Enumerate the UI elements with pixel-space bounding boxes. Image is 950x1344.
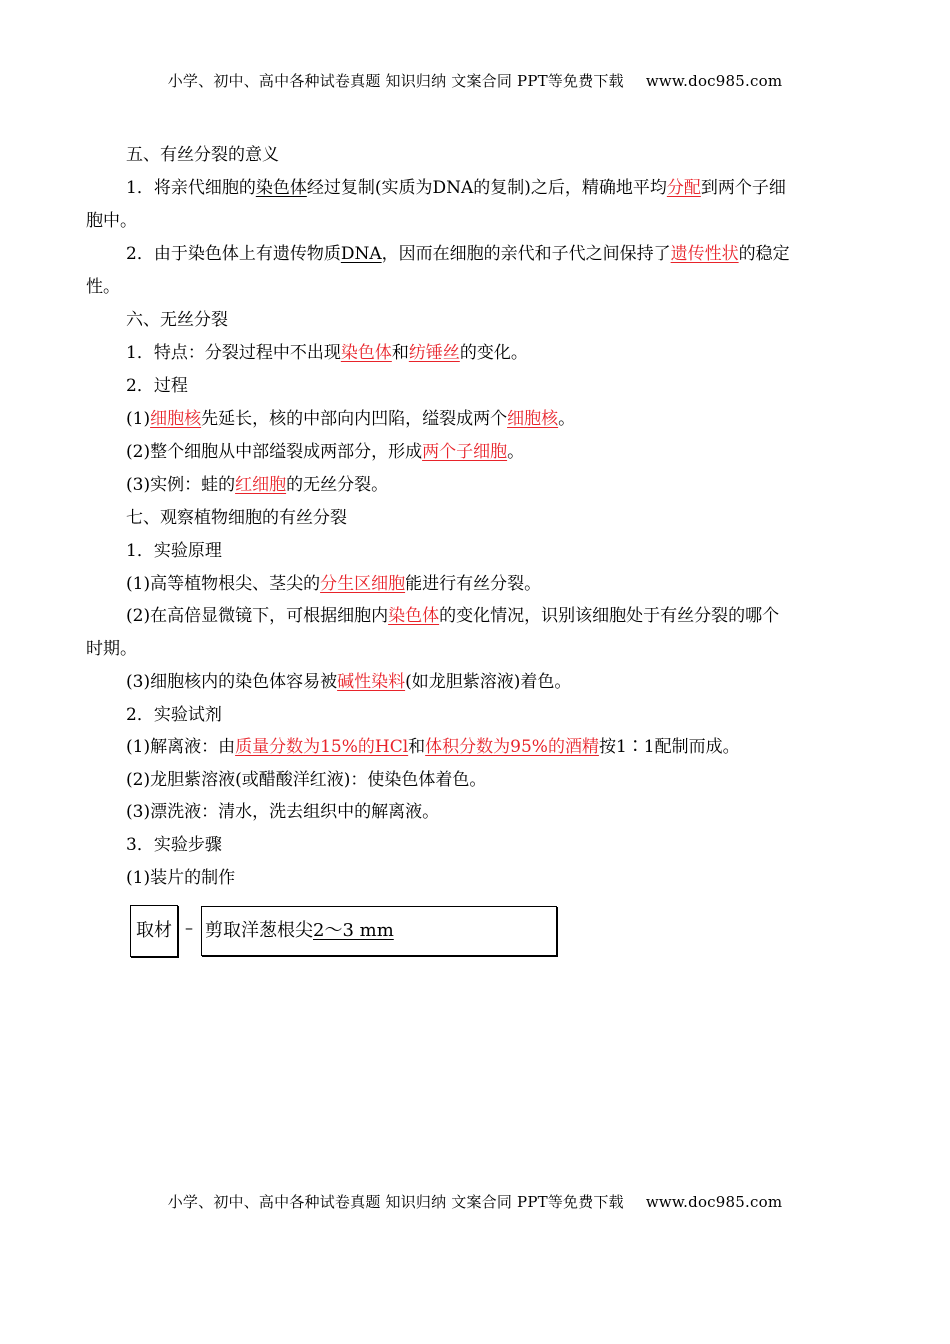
s7-para-8: (3)漂洗液：清水，洗去组织中的解离液。 [126,802,440,822]
flow-size: 2～3 mm [313,920,394,941]
s7-para-3-cont: 时期。 [86,639,137,659]
s6-para-3: (1)细胞核先延长，核的中部向内凹陷，缢裂成两个细胞核。 [126,409,576,429]
s7-para-1: 1．实验原理 [126,541,222,561]
s7-para-9: 3．实验步骤 [126,835,222,855]
answer-blank: 细胞核 [507,409,559,429]
answer-blank: 两个子细胞 [422,442,508,462]
s5-para-2: 2．由于染色体上有遗传物质DNA，因而在细胞的亲代和子代之间保持了遗传性状的稳定 [126,244,790,264]
page-footer [0,1191,950,1212]
answer-blank: 分生区细胞 [320,574,406,594]
flow-description-box [201,906,557,956]
s7-para-7: (2)龙胆紫溶液(或醋酸洋红液)：使染色体着色。 [126,770,487,790]
flow-step-box: 取材 [130,905,178,957]
s7-para-4: (3)细胞核内的染色体容易被碱性染料(如龙胆紫溶液)着色。 [126,672,572,692]
footer-text: 小学、初中、高中各种试卷真题 知识归纳 文案合同 PPT等免费下载 [167,1193,624,1211]
section-5-title-text: 五、有丝分裂的意义 [126,145,279,165]
s7-para-6: (1)解离液：由质量分数为15%的HCl和体积分数为95%的酒精按1∶1配制而成。 [126,737,740,757]
answer-blank: 染色体 [388,606,440,626]
s6-para-2: 2．过程 [126,376,188,396]
answer-blank: 纺锤丝 [408,343,460,363]
flow-desc: 剪取洋葱根尖 [205,920,313,941]
header-site: www.doc985.com [645,72,783,90]
answer-blank: 体积分数为95%的酒精 [425,737,599,757]
section-7-title: 七、观察植物细胞的有丝分裂 [126,508,347,528]
header-text: 小学、初中、高中各种试卷真题 知识归纳 文案合同 PPT等免费下载 [167,72,624,90]
section-5-title [86,144,916,166]
s6-para-4: (2)整个细胞从中部缢裂成两部分，形成两个子细胞。 [126,442,525,462]
answer-blank: 细胞核 [150,409,202,429]
s6-para-5: (3)实例：蛙的红细胞的无丝分裂。 [126,475,389,495]
answer-blank: 遗传性状 [670,244,739,264]
s5-para-1-cont: 胞中。 [86,211,137,231]
answer-blank: 碱性染料 [337,672,406,692]
s7-para-3: (2)在高倍显微镜下，可根据细胞内染色体的变化情况，识别该细胞处于有丝分裂的哪个 [126,606,780,626]
answer-blank: 染色体 [340,343,392,363]
answer-blank: 分配 [666,178,701,198]
s7-para-10: (1)装片的制作 [126,868,236,888]
footer-site: www.doc985.com [645,1193,783,1211]
section-6-title: 六、无丝分裂 [126,310,228,330]
s7-para-5: 2．实验试剂 [126,705,222,725]
underlined-term: 染色体 [255,178,307,198]
s5-para-2-cont: 性。 [86,277,120,297]
answer-blank: 红细胞 [235,475,287,495]
s7-para-2: (1)高等植物根尖、茎尖的分生区细胞能进行有丝分裂。 [126,574,542,594]
s5-para-1: 1．将亲代细胞的染色体经过复制(实质为DNA的复制)之后，精确地平均分配到两个子细 [126,178,786,198]
flow-connector: – [185,918,193,937]
underlined-term: DNA [340,244,382,264]
page-header [0,70,950,91]
s6-para-1: 1．特点：分裂过程中不出现染色体和纺锤丝的变化。 [126,343,528,363]
answer-blank: 质量分数为15%的HCl [235,737,409,757]
